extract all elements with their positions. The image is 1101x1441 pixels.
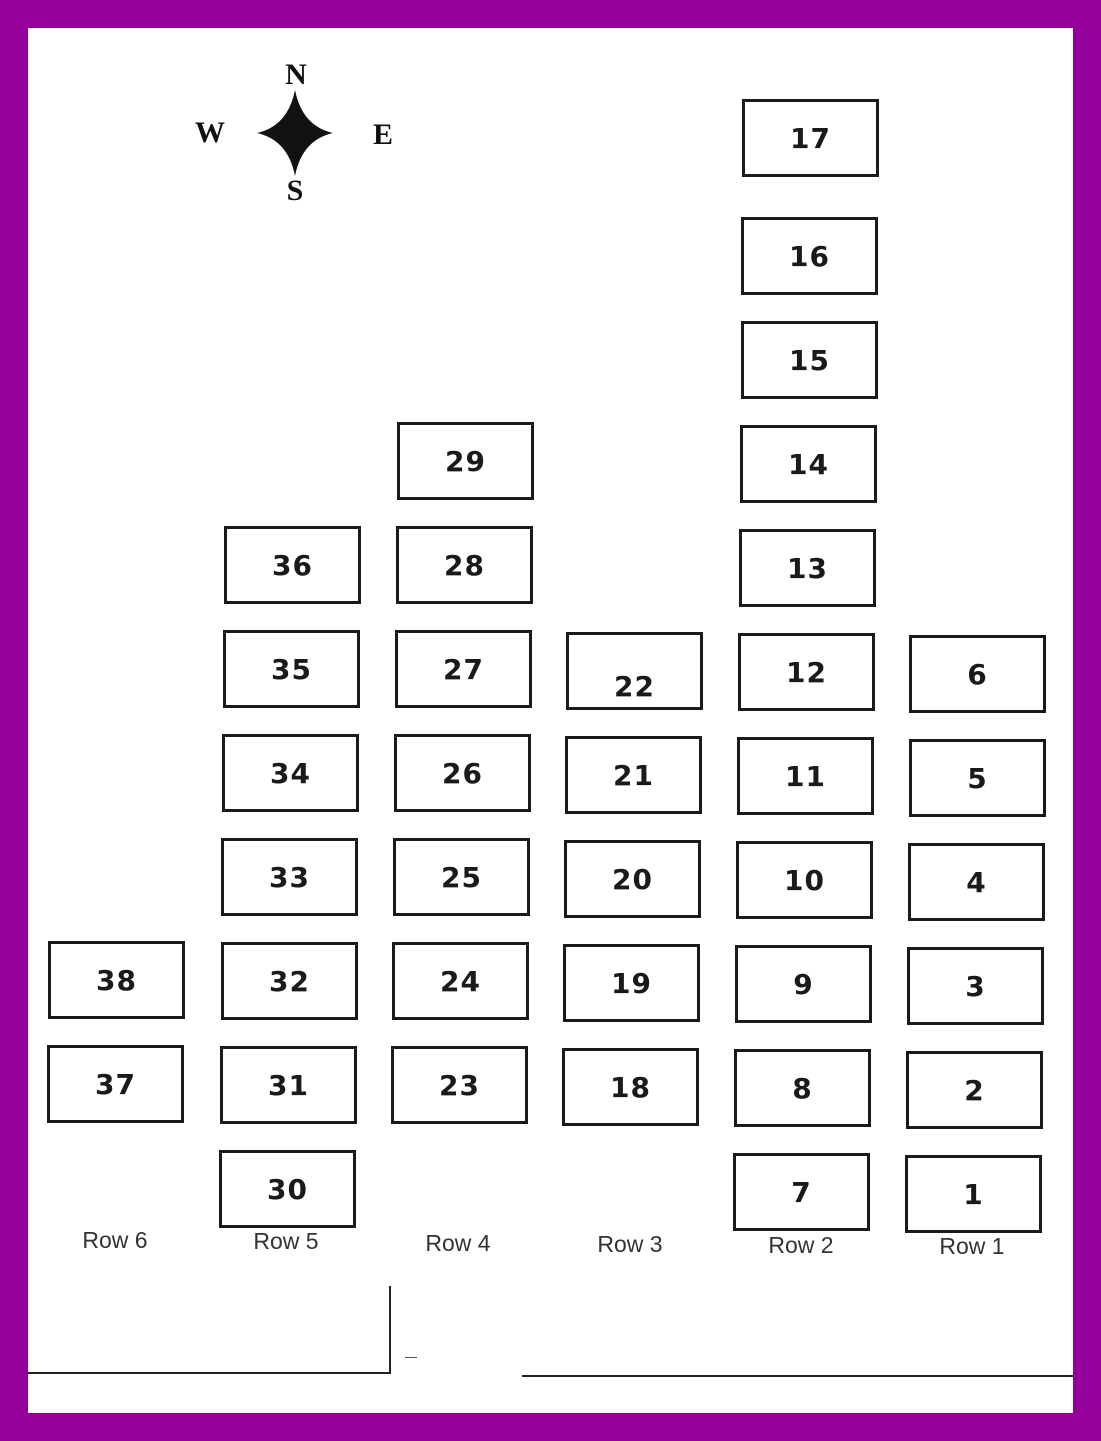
compass-west: W [195, 116, 225, 149]
plot-7[interactable]: 7 [733, 1153, 870, 1231]
plot-17[interactable]: 17 [742, 99, 879, 177]
plot-32[interactable]: 32 [221, 942, 358, 1020]
map-sheet [28, 28, 1073, 1413]
plot-22[interactable]: 22 [566, 632, 703, 710]
plot-16[interactable]: 16 [741, 217, 878, 295]
compass-north: N [285, 58, 307, 91]
row-label-4: Row 4 [425, 1230, 491, 1256]
plot-8[interactable]: 8 [734, 1049, 871, 1127]
plot-14[interactable]: 14 [740, 425, 877, 503]
plot-38[interactable]: 38 [48, 941, 185, 1019]
plot-26[interactable]: 26 [394, 734, 531, 812]
boundary-line-right [522, 1375, 1073, 1377]
plot-21[interactable]: 21 [565, 736, 702, 814]
plot-2[interactable]: 2 [906, 1051, 1043, 1129]
plot-13[interactable]: 13 [739, 529, 876, 607]
plot-29[interactable]: 29 [397, 422, 534, 500]
plot-28[interactable]: 28 [396, 526, 533, 604]
plot-31[interactable]: 31 [220, 1046, 357, 1124]
plot-19[interactable]: 19 [563, 944, 700, 1022]
boundary-line-vertical [389, 1286, 391, 1374]
plot-30[interactable]: 30 [219, 1150, 356, 1228]
plot-25[interactable]: 25 [393, 838, 530, 916]
row-label-2: Row 2 [768, 1232, 834, 1258]
plot-34[interactable]: 34 [222, 734, 359, 812]
plot-20[interactable]: 20 [564, 840, 701, 918]
plot-12[interactable]: 12 [738, 633, 875, 711]
plot-18[interactable]: 18 [562, 1048, 699, 1126]
compass-south: S [286, 174, 304, 207]
row-label-1: Row 1 [939, 1233, 1005, 1259]
plot-6[interactable]: 6 [909, 635, 1046, 713]
plot-3[interactable]: 3 [907, 947, 1044, 1025]
plot-24[interactable]: 24 [392, 942, 529, 1020]
plot-5[interactable]: 5 [909, 739, 1046, 817]
plot-9[interactable]: 9 [735, 945, 872, 1023]
row-label-6: Row 6 [82, 1227, 148, 1253]
compass-rose [188, 58, 408, 248]
plot-23[interactable]: 23 [391, 1046, 528, 1124]
boundary-line-left [28, 1372, 391, 1374]
compass-east: E [372, 118, 393, 151]
plot-15[interactable]: 15 [741, 321, 878, 399]
boundary-tick [405, 1357, 417, 1358]
plot-37[interactable]: 37 [47, 1045, 184, 1123]
row-label-5: Row 5 [253, 1228, 319, 1254]
plot-11[interactable]: 11 [737, 737, 874, 815]
plot-35[interactable]: 35 [223, 630, 360, 708]
plot-33[interactable]: 33 [221, 838, 358, 916]
plot-27[interactable]: 27 [395, 630, 532, 708]
plot-1[interactable]: 1 [905, 1155, 1042, 1233]
plot-4[interactable]: 4 [908, 843, 1045, 921]
plot-36[interactable]: 36 [224, 526, 361, 604]
row-label-3: Row 3 [597, 1231, 663, 1257]
plot-10[interactable]: 10 [736, 841, 873, 919]
